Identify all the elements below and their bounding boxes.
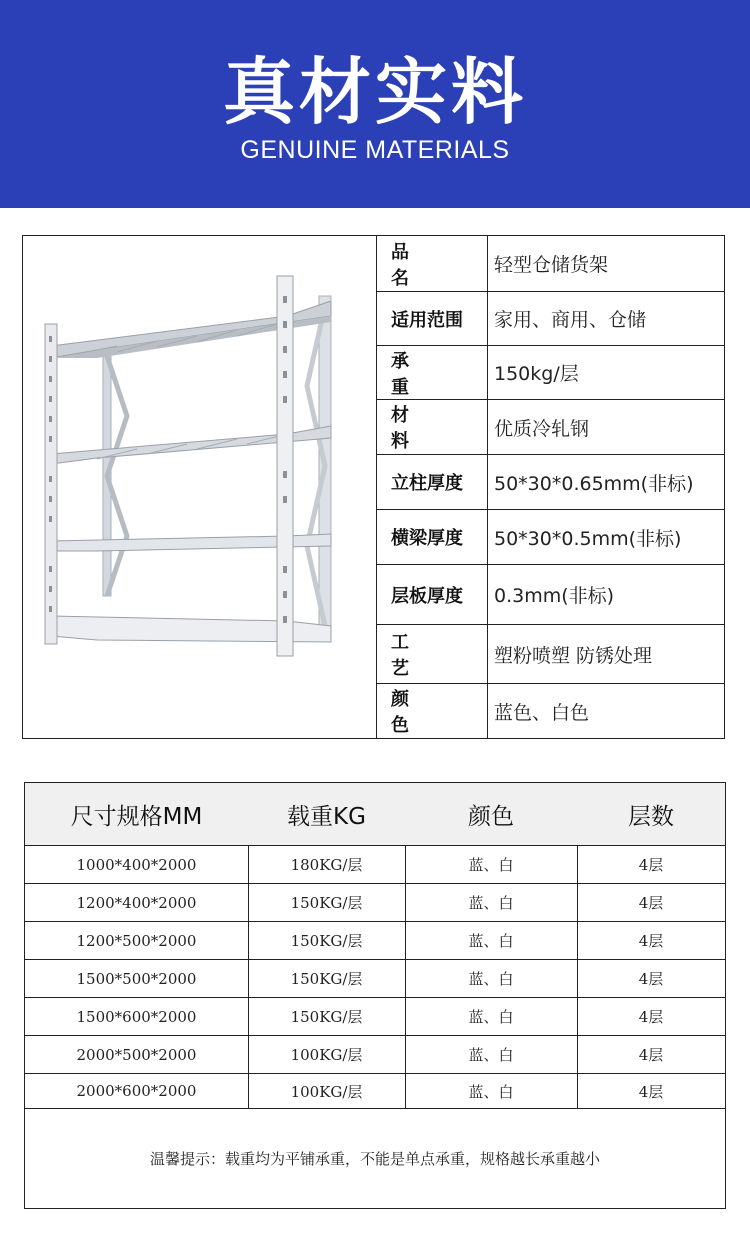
spec-row [377, 455, 724, 510]
spec-value: 优质冷轧钢 [494, 417, 590, 440]
product-photo [23, 236, 377, 738]
spec-row [377, 684, 724, 738]
header-load: 载重KG [287, 803, 366, 830]
cell-size: 1200*500*2000 [76, 931, 197, 950]
table-row [25, 960, 725, 998]
table-row [25, 846, 725, 884]
cell-color: 蓝、白 [468, 856, 514, 874]
spec-value: 0.3mm(非标) [494, 585, 615, 607]
cell-load: 150KG/层 [290, 932, 363, 950]
table-row [25, 1036, 725, 1074]
spec-value: 塑粉喷塑 防锈处理 [494, 644, 653, 667]
spec-label: 颜色 [377, 684, 488, 738]
spec-label: 横梁厚度 [377, 510, 488, 564]
cell-layers: 4层 [638, 932, 664, 950]
cell-layers: 4层 [638, 1008, 664, 1026]
cell-layers: 4层 [638, 894, 664, 912]
spec-row [377, 236, 724, 292]
spec-row [377, 625, 724, 684]
cell-color: 蓝、白 [468, 1008, 514, 1026]
cell-load: 150KG/层 [290, 894, 363, 912]
cell-load: 150KG/层 [290, 970, 363, 988]
spec-label: 适用范围 [377, 292, 488, 345]
cell-layers: 4层 [638, 856, 664, 874]
cell-load: 150KG/层 [290, 1008, 363, 1026]
spec-table [377, 236, 724, 738]
spec-value: 50*30*0.5mm(非标) [494, 527, 682, 550]
cell-layers: 4层 [638, 1082, 664, 1101]
table-row [25, 998, 725, 1036]
cell-layers: 4层 [638, 970, 664, 988]
spec-label: 承重 [377, 346, 488, 399]
spec-row [377, 292, 724, 346]
cell-color: 蓝、白 [468, 1046, 514, 1064]
table-row [25, 1074, 725, 1109]
cell-load: 100KG/层 [290, 1046, 363, 1064]
size-table-header [25, 783, 725, 846]
spec-label: 材料 [377, 400, 488, 454]
header-layers: 层数 [628, 803, 674, 830]
cell-load: 100KG/层 [290, 1082, 363, 1101]
spec-row [377, 346, 724, 400]
header-banner [0, 0, 750, 208]
cell-color: 蓝、白 [468, 894, 514, 912]
spec-value: 轻型仓储货架 [494, 254, 609, 276]
table-row [25, 922, 725, 960]
cell-layers: 4层 [638, 1046, 664, 1064]
cell-color: 蓝、白 [468, 932, 514, 950]
cell-size: 2000*600*2000 [76, 1082, 197, 1100]
spec-label: 工艺 [377, 625, 488, 683]
banner-title: 真材实料 [222, 50, 527, 134]
spec-label: 品名 [377, 236, 488, 291]
spec-label: 立柱厚度 [377, 455, 488, 509]
spec-label: 层板厚度 [377, 565, 488, 624]
spec-value: 家用、商用、仓储 [494, 309, 647, 331]
table-row [25, 884, 725, 922]
spec-value: 150kg/层 [494, 363, 579, 385]
load-tip: 温馨提示：载重均为平铺承重，不能是单点承重，规格越长承重越小 [149, 1150, 600, 1168]
spec-value: 蓝色、白色 [494, 701, 590, 724]
cell-color: 蓝、白 [468, 1082, 514, 1101]
spec-row [377, 400, 724, 455]
cell-size: 1500*600*2000 [76, 1007, 197, 1026]
spec-panel [22, 235, 725, 739]
cell-size: 2000*500*2000 [76, 1045, 197, 1064]
size-table [24, 782, 726, 1209]
cell-load: 180KG/层 [290, 856, 363, 874]
cell-size: 1000*400*2000 [76, 855, 197, 874]
cell-color: 蓝、白 [468, 970, 514, 988]
spec-value: 50*30*0.65mm(非标) [494, 472, 694, 495]
cell-size: 1500*500*2000 [76, 969, 197, 988]
steel-shelf-rack-illustration [37, 266, 357, 666]
banner-subtitle: GENUINE MATERIALS [240, 136, 510, 164]
header-size: 尺寸规格MM [70, 803, 203, 830]
cell-size: 1200*400*2000 [76, 893, 197, 912]
header-color: 颜色 [468, 803, 514, 830]
spec-row [377, 565, 724, 625]
spec-row [377, 510, 724, 565]
